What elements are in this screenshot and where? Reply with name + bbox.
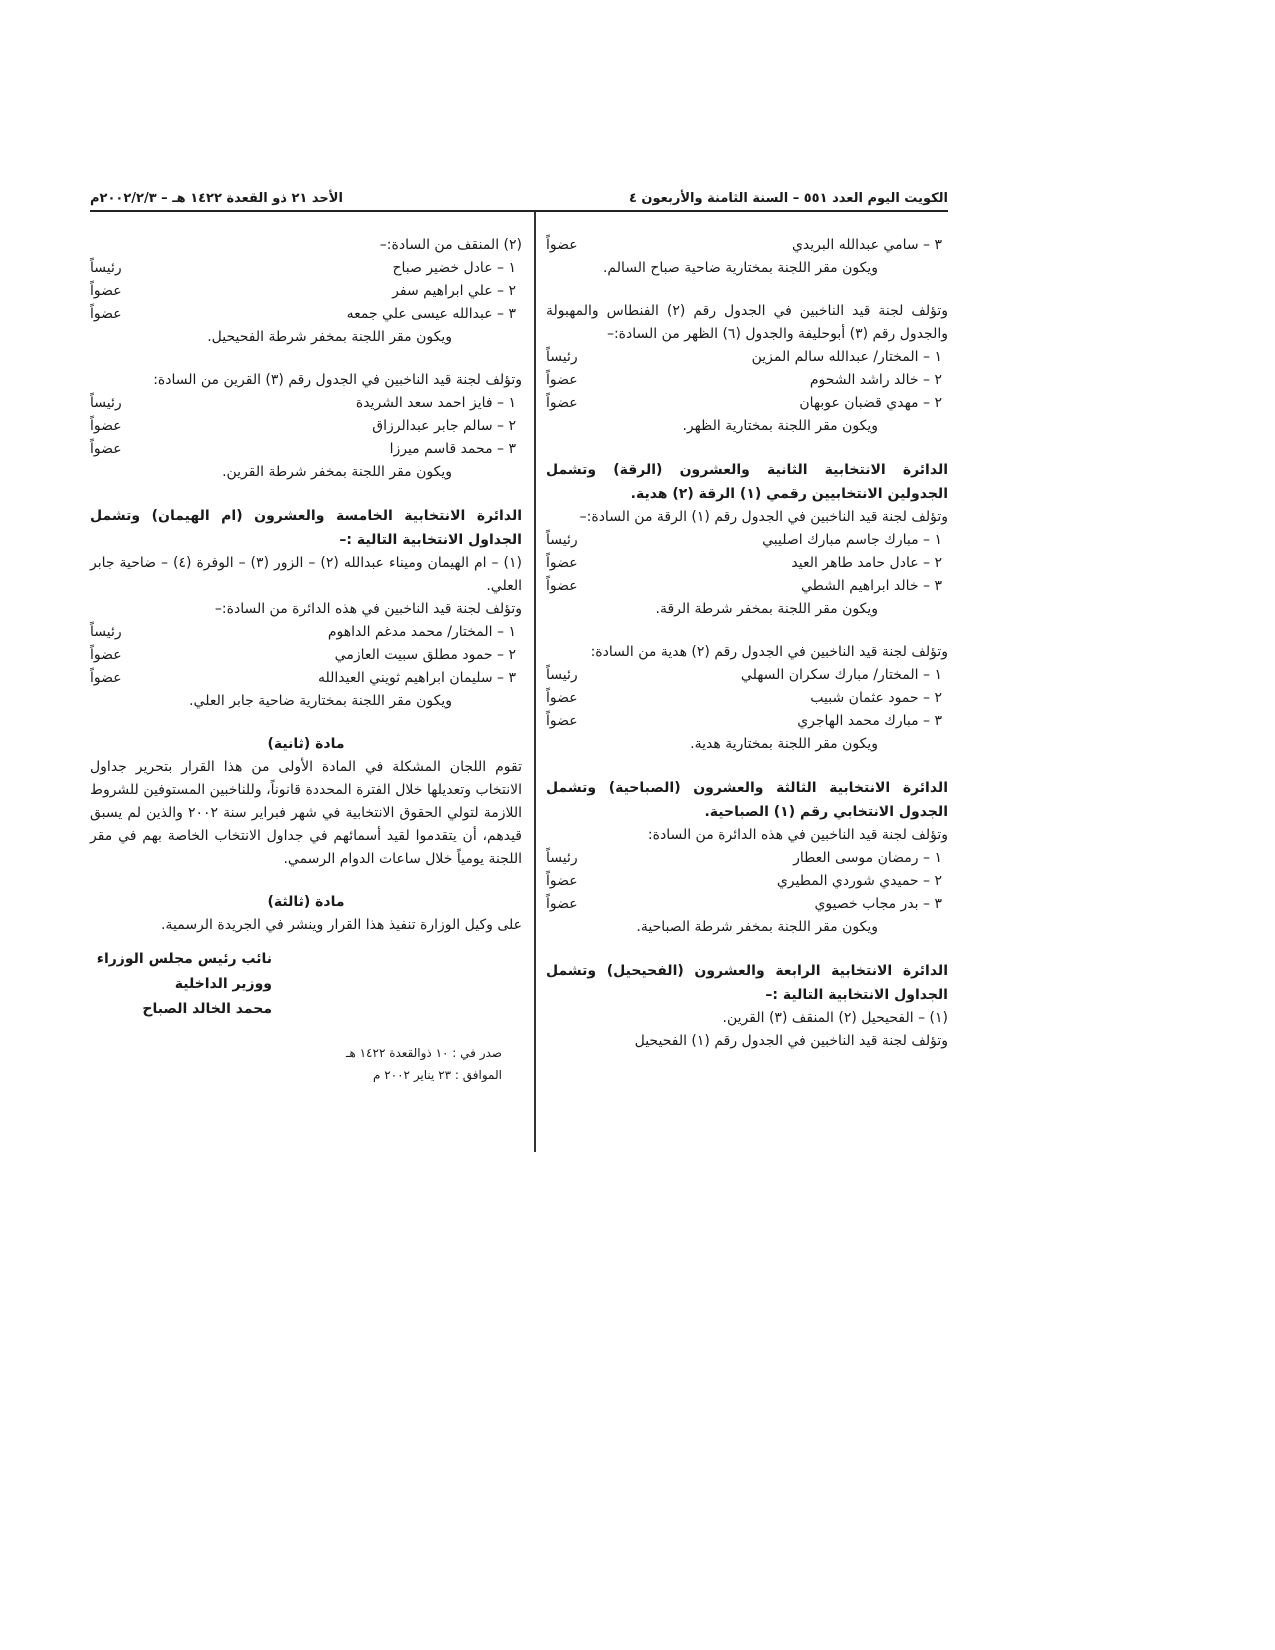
committee-intro: وتؤلف لجنة قيد الناخبين في هذه الدائرة من السادة:	[647, 827, 948, 843]
member-row	[546, 529, 948, 552]
header-date: الأحد ٢١ ذو القعدة ١٤٢٢ هـ – ٢٠٠٢/٢/٣م	[90, 191, 343, 206]
district-heading: الدائرة الانتخابية الثانية والعشرون (الرقة) وتشمل الجدولين الانتخابيين رقمي (١) الرقة (٢) هدية.	[546, 462, 948, 502]
table-list: (١) – الفحيحيل (٢) المنقف (٣) القرين.	[722, 1010, 948, 1026]
member-name: ٢ – سالم جابر عبدالرزاق	[372, 418, 516, 434]
signature-title: نائب رئيس مجلس الوزراء	[96, 951, 272, 967]
member-name: ٣ – سليمان ابراهيم ثويني العيدالله	[317, 670, 516, 686]
member-row	[546, 575, 948, 598]
member-row	[90, 667, 522, 690]
page-header	[90, 184, 948, 206]
issued-date-hijri: صدر في : ١٠ ذوالقعدة ١٤٢٢ هـ	[345, 1046, 502, 1060]
member-row	[90, 257, 522, 280]
article-text: تقوم اللجان المشكلة في المادة الأولى من هذا القرار بتحرير جداول الانتخاب وتعديلها خلال الفترة المحددة قانوناً، وللناخبين المستوفين للشروط اللازمة لتولي الحقوق الانتخابية في شهر فبراير سنة ٢٠٠٢ والذين لم يسبق قيدهم، أن يتقدموا لقيد أسمائهم في جداول الانتخاب الخاصة بهم في مقر اللجنة يومياً خلال ساعات الدوام الرسمي.	[90, 759, 522, 867]
member-role: عضواً	[546, 690, 578, 706]
member-name: ١ – المختار/ مبارك سكران السهلي	[740, 667, 942, 683]
left-column	[90, 234, 522, 1086]
member-role: عضواً	[90, 418, 122, 434]
member-name: ٣ – مبارك محمد الهاجري	[797, 713, 942, 729]
member-name: ١ – فايز احمد سعد الشريدة	[355, 395, 516, 411]
member-name: ١ – المختار/ عبدالله سالم المزين	[751, 349, 942, 365]
member-row	[546, 847, 948, 870]
member-row	[90, 280, 522, 303]
member-row	[90, 415, 522, 438]
member-row	[546, 664, 948, 687]
member-row	[546, 870, 948, 893]
committee-venue: ويكون مقر اللجنة بمختارية الظهر.	[682, 418, 878, 434]
member-row	[90, 644, 522, 667]
member-name: ٣ – محمد قاسم ميرزا	[389, 441, 516, 457]
district-heading: الدائرة الانتخابية الخامسة والعشرون (ام الهيمان) وتشمل الجداول الانتخابية التالية :–	[90, 508, 522, 548]
member-role: عضواً	[546, 372, 578, 388]
signature-name: محمد الخالد الصباح	[142, 1001, 272, 1017]
committee-venue: ويكون مقر اللجنة بمختارية ضاحية جابر العلي.	[189, 693, 452, 709]
member-role: رئيساً	[90, 260, 122, 276]
member-role: عضواً	[546, 713, 578, 729]
committee-intro: وتؤلف لجنة قيد الناخبين في هذه الدائرة من السادة:–	[214, 601, 522, 617]
committee-intro: وتؤلف لجنة قيد الناخبين في الجدول رقم (٢) الفنطاس والمهبولة والجدول رقم (٣) أبوحليفة والجدول (٦) الظهر من السادة:–	[546, 303, 949, 342]
member-row	[546, 893, 948, 916]
member-name: ١ – المختار/ محمد مدغم الداهوم	[327, 624, 516, 640]
committee-venue: ويكون مقر اللجنة بمخفر شرطة القرين.	[222, 464, 452, 480]
member-role: عضواً	[90, 441, 122, 457]
issue-date-block	[90, 1042, 522, 1086]
member-name: ٢ – علي ابراهيم سفر	[392, 283, 516, 299]
header-publication-info: الكويت اليوم العدد ٥٥١ – السنة الثامنة والأربعون ٤	[628, 191, 948, 206]
member-name: ٣ – خالد ابراهيم الشطي	[801, 578, 942, 594]
member-name: ٣ – سامي عبدالله البريدي	[791, 237, 942, 253]
member-name: ٢ – حمود مطلق سبيت العازمي	[334, 647, 516, 663]
member-row	[90, 303, 522, 326]
member-row	[546, 552, 948, 575]
member-row	[546, 346, 948, 369]
member-role: عضواً	[90, 306, 122, 322]
signature-ministry: ووزير الداخلية	[174, 976, 272, 992]
committee-venue: ويكون مقر اللجنة بمخفر شرطة الرقة.	[655, 601, 878, 617]
member-role: عضواً	[546, 395, 578, 411]
member-role: عضواً	[546, 555, 578, 571]
member-role: رئيساً	[546, 667, 578, 683]
member-row	[546, 687, 948, 710]
table-list: (١) – ام الهيمان وميناء عبدالله (٢) – الزور (٣) – الوفرة (٤) – ضاحية جابر العلي.	[90, 555, 522, 594]
column-divider	[534, 212, 536, 1152]
member-role: رئيساً	[90, 624, 122, 640]
member-role: رئيساً	[90, 395, 122, 411]
article-title: مادة (ثالثة)	[267, 894, 345, 910]
member-name: ١ – رمضان موسى العطار	[793, 850, 942, 866]
committee-venue: ويكون مقر اللجنة بمختارية هدية.	[690, 736, 878, 752]
committee-intro: وتؤلف لجنة قيد الناخبين في الجدول رقم (١) الرقة من السادة:–	[579, 509, 948, 525]
committee-intro: وتؤلف لجنة قيد الناخبين في الجدول رقم (٢) هدية من السادة:	[590, 644, 948, 660]
signature-block	[90, 947, 522, 1022]
member-row	[546, 392, 948, 415]
member-role: عضواً	[90, 647, 122, 663]
district-heading: الدائرة الانتخابية الرابعة والعشرون (الفحيحيل) وتشمل الجداول الانتخابية التالية :–	[546, 963, 948, 1003]
member-role: عضواً	[546, 873, 578, 889]
member-role: رئيساً	[546, 349, 578, 365]
committee-intro: وتؤلف لجنة قيد الناخبين في الجدول رقم (٣) القرين من السادة:	[153, 372, 522, 388]
member-name: ٣ – عبدالله عيسى علي جمعه	[346, 306, 516, 322]
right-column	[546, 234, 948, 1053]
member-name: ٣ – بدر مجاب خصيوي	[814, 896, 942, 912]
member-row	[546, 369, 948, 392]
member-role: عضواً	[546, 578, 578, 594]
member-row	[90, 392, 522, 415]
member-name: ٢ – حميدي شوردي المطيري	[776, 873, 942, 889]
member-row	[90, 621, 522, 644]
member-name: ٢ – مهدي قضبان عوبهان	[799, 395, 942, 411]
article-text: على وكيل الوزارة تنفيذ هذا القرار وينشر في الجريدة الرسمية.	[161, 917, 522, 933]
member-role: رئيساً	[546, 850, 578, 866]
member-row	[90, 438, 522, 461]
member-row	[546, 710, 948, 733]
committee-intro: (٢) المنقف من السادة:–	[379, 237, 522, 253]
member-name: ٢ – عادل حامد طاهر العيد	[791, 555, 942, 571]
member-name: ٢ – حمود عثمان شبيب	[810, 690, 942, 706]
member-row	[546, 234, 948, 257]
member-role: عضواً	[90, 283, 122, 299]
issued-date-gregorian: الموافق : ٢٣ يناير ٢٠٠٢ م	[372, 1068, 502, 1082]
committee-venue: ويكون مقر اللجنة بمخفر شرطة الصباحية.	[636, 919, 878, 935]
committee-venue: ويكون مقر اللجنة بمخفر شرطة الفحيحيل.	[207, 329, 452, 345]
member-name: ١ – عادل خضير صباح	[392, 260, 516, 276]
member-role: عضواً	[546, 896, 578, 912]
article-title: مادة (ثانية)	[267, 736, 345, 752]
district-heading: الدائرة الانتخابية الثالثة والعشرون (الصباحية) وتشمل الجدول الانتخابي رقم (١) الصباحية.	[546, 780, 948, 820]
member-name: ١ – مبارك جاسم مبارك اصليبي	[762, 532, 942, 548]
committee-venue: ويكون مقر اللجنة بمختارية ضاحية صباح السالم.	[602, 260, 878, 276]
member-role: عضواً	[546, 237, 578, 253]
member-role: رئيساً	[546, 532, 578, 548]
header-divider	[90, 210, 948, 212]
member-role: عضواً	[90, 670, 122, 686]
committee-intro: وتؤلف لجنة قيد الناخبين في الجدول رقم (١) الفحيحيل	[634, 1033, 948, 1049]
member-name: ٢ – خالد راشد الشحوم	[809, 372, 942, 388]
